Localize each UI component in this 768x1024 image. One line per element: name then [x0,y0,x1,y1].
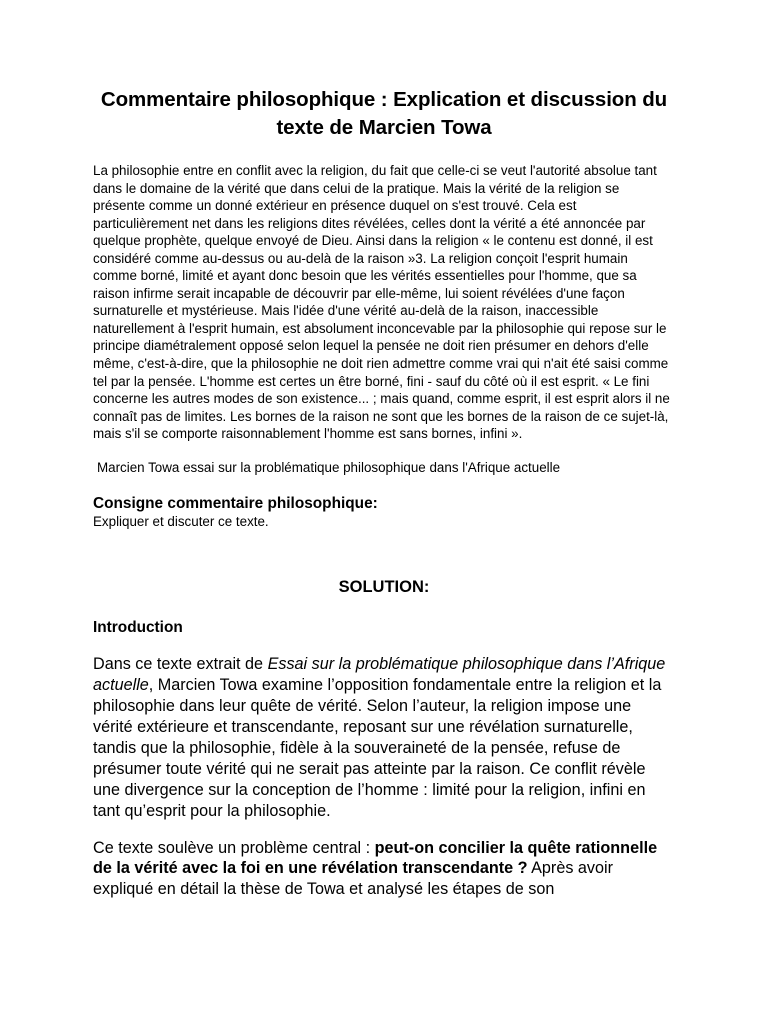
introduction-heading: Introduction [93,619,183,637]
intro-p2-problem-statement: peut-on concilier la quête rationnelle de la vérité avec la foi en une révélation transcendante ? [93,838,658,878]
consigne-text: Expliquer et discuter ce texte. [93,514,269,530]
consigne-heading: Consigne commentaire philosophique: [93,495,378,513]
intro-p2-before: Ce texte soulève un problème central : [93,838,375,857]
intro-p1-before: Dans ce texte extrait de [93,655,268,674]
quote-source: Marcien Towa essai sur la problématique philosophique dans l'Afrique actuelle [97,459,561,475]
introduction-paragraph-2 [93,838,675,901]
solution-heading: SOLUTION: [338,578,430,597]
introduction-paragraph-1 [93,654,675,821]
document-title: Commentaire philosophique : Explication et discussion du texte de Marcien Towa [100,88,668,139]
intro-p1-book-title: Essai sur la problématique philosophique dans l’Afrique actuelle [93,655,666,695]
quoted-text: La philosophie entre en conflit avec la religion, du fait que celle-ci se veut l'autorité absolue tant dans le domaine de la vérité que dans celui de la pratique. Mais la vérité de la religion se présente comme un donné extérieur en présence duquel on s'est trouvé. Cela est particulièrement net dans les religions dites révélées, celles dont la vérité a été annoncée par quelque prophète, quelque envoyé de Dieu. Ainsi dans la religion « le contenu est donné, il est considéré comme au-dessus ou au-delà de la raison »3. La religion conçoit l'esprit humain comme borné, limité et ayant donc besoin que les vérités essentielles pour l'homme, que sa raison infirme serait incapable de découvrir par elle-même, lui soient révélées d'une façon surnaturelle et mystérieuse. Mais l'idée d'une vérité au-delà de la raison, inaccessible naturellement à l'esprit humain, est absolument inconcevable par la philosophie qui repose sur le principe diamétralement opposé selon lequel la pensée ne doit rien présumer en dehors d'elle même, c'est-à-dire, que la philosophie ne doit rien admettre comme vrai qui n'ait été saisi comme tel par la pensée. L'homme est certes un être borné, fini - sauf du côté où il est esprit. « Le fini concerne les autres modes de son existence... ; mais quand, comme esprit, il est esprit alors il ne connaît pas de limites. Les bornes de la raison ne sont que les bornes de la raison de ce sujet-là, mais s'il se comporte raisonnablement l'homme est sans bornes, infini ». [93,163,670,442]
intro-p1-after: , Marcien Towa examine l’opposition fondamentale entre la religion et la philosophie dans leur quête de vérité. Selon l’auteur, la religion impose une vérité extérieure et transcendante, reposant sur une révélation surnaturelle, tandis que la philosophie, fidèle à la souveraineté de la pensée, refuse de présumer toute vérité qui ne serait pas atteinte par la raison. Ce conflit révèle une divergence sur la conception de l’homme : limité pour la religion, infini en tant qu’esprit pour la philosophie. [93,676,662,820]
intro-p2-after: Après avoir expliqué en détail la thèse de Towa et analysé les étapes de son [93,859,614,899]
